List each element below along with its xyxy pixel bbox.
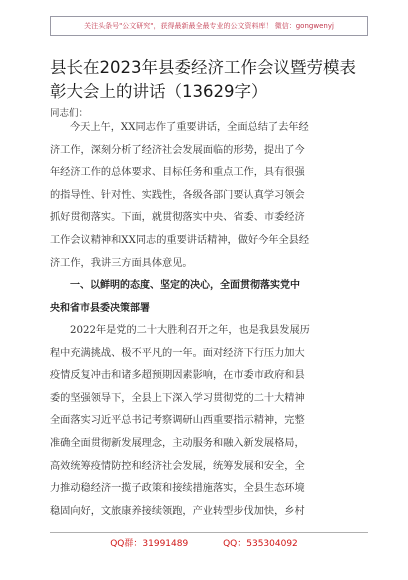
paragraph-line: 今天上午，XX同志作了重要讲话，全面总结了去年经: [70, 122, 309, 133]
paragraph-line: 高效统筹疫情防控和经济社会发展，统筹发展和安全，全: [50, 460, 305, 472]
footer-divider: [50, 532, 368, 533]
paragraph-line: 委的坚强领导下，全县上下深入学习贯彻党的二十大精神: [50, 392, 305, 404]
paragraph-line: 工作会议精神和XX同志的重要讲话精神，做好今年全县经: [50, 234, 310, 246]
footer-qq-group: QQ群：31991489: [110, 539, 189, 549]
paragraph-line: 济工作，深刻分析了经济社会发展面临的形势，提出了今: [50, 144, 305, 156]
paragraph-line: 的指导性、针对性、实践性，各级各部门要认真学习领会: [50, 189, 305, 201]
paragraph-line: 准确全面贯彻新发展理念，主动服务和融入新发展格局，: [50, 437, 305, 449]
footer-qq: QQ：535304092: [223, 539, 298, 549]
paragraph-line: 疫情反复冲击和诸多超预期因素影响，在市委市政府和县: [50, 370, 305, 382]
paragraph-line: 年经济工作的总体要求、目标任务和重点工作，具有很强: [50, 167, 305, 179]
salutation: 同志们：: [50, 108, 89, 119]
document-title: [50, 56, 370, 104]
paragraph-1: [50, 117, 368, 275]
paragraph-line: 抓好贯彻落实。下面，就贯彻落实中央、省委、市委经济: [50, 212, 305, 224]
section-heading-1: [50, 275, 368, 320]
title-line-2: 彰大会上的讲话（13629字）: [50, 82, 268, 101]
paragraph-line: 程中充满挑战、极不平凡的一年。面对经济下行压力加大: [50, 347, 305, 359]
paragraph-line: 力推动稳经济一揽子政策和接续措施落实，全县生态环境: [50, 483, 305, 495]
heading-line: 央和省市县委决策部署: [50, 302, 150, 314]
paragraph-line: 稳固向好，文旅康养接续领跑，产业转型步伐加快，乡村: [50, 505, 305, 517]
paragraph-line: 全面落实习近平总书记考察调研山西重要指示精神，完整: [50, 415, 305, 427]
header-banner: 关注头条号"公文研究"，获得最新最全最专业的公文资料库！ 微信：gongwenyj: [50, 16, 368, 36]
heading-line: 一、以鲜明的态度、坚定的决心，全面贯彻落实党中: [70, 280, 300, 291]
paragraph-line: 济工作，我讲三方面具体意见。: [50, 257, 193, 269]
paragraph-2: [50, 320, 368, 523]
footer: [0, 536, 408, 549]
paragraph-line: 2022年是党的二十大胜利召开之年，也是我县发展历: [70, 325, 310, 336]
title-line-1: 县长在2023年县委经济工作会议暨劳模表: [50, 58, 356, 77]
